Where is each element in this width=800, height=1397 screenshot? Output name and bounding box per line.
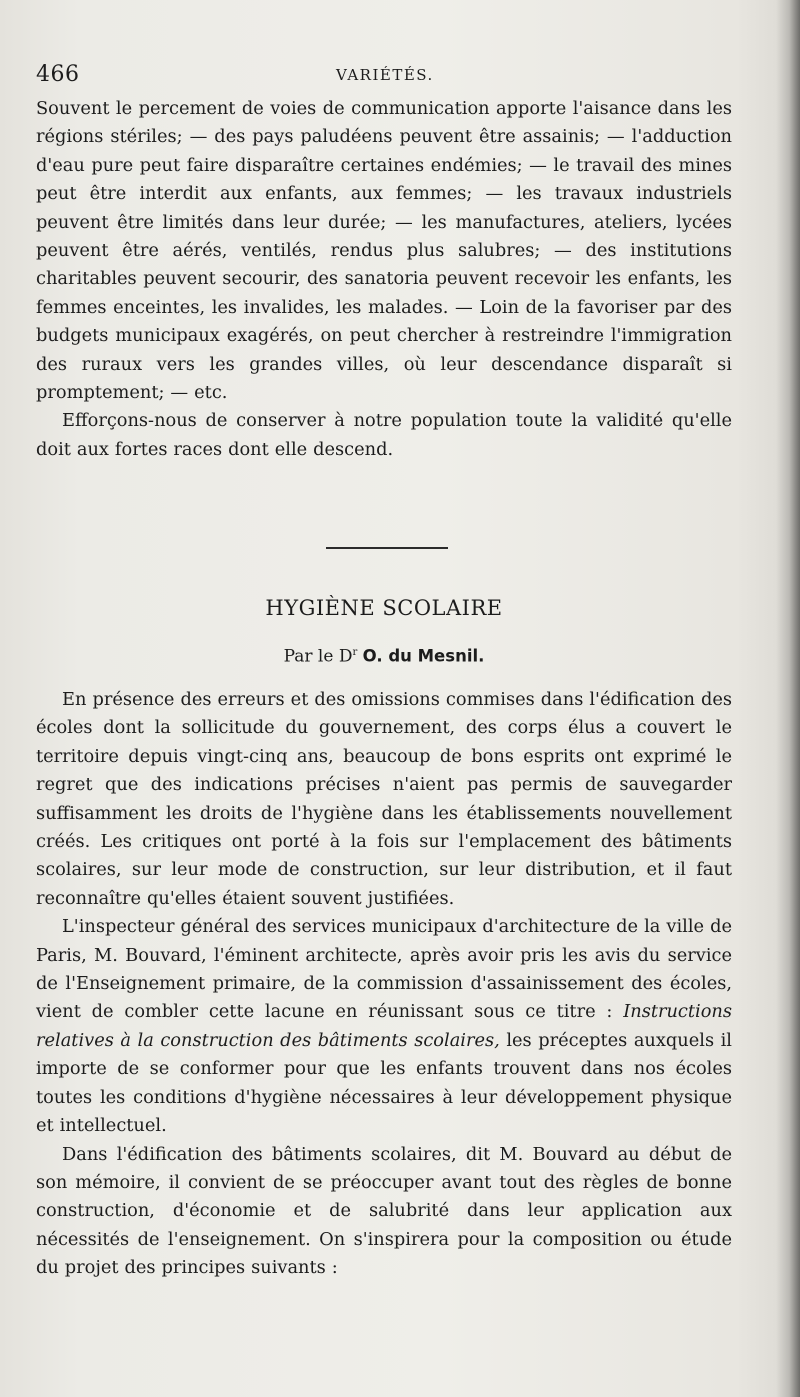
article-paragraph-1: En présence des erreurs et des omissions commises dans l'édification des écoles dont la sollicitude du gouvernement, des corps élus a couvert le territoire depuis vingt-cinq ans, beaucoup de bons esprits ont exprimé le regret que des indications précises n'aient pas permis de sauvegarder suffisamment les droits de l'hygiène dans les établissements nouvellement créés. Les critiques ont porté à la fois sur l'emplacement des bâtiments scolaires, sur leur mode de construction, sur leur distribution, et il faut reconnaître qu'elles étaient souvent justifiées. (36, 689, 732, 909)
article-title: HYGIÈNE SCOLAIRE (265, 596, 503, 620)
closing-paragraph: Efforçons-nous de conserver à notre population toute la validité qu'elle doit aux fortes races dont elle descend. (36, 410, 732, 460)
running-head: VARIÉTÉS. (336, 66, 434, 84)
article-paragraph-3: Dans l'édification des bâtiments scolaires, dit M. Bouvard au début de son mémoire, il convient de se préoccuper avant tout des règles de bonne construction, d'économie et de salubrité dans leur application aux nécessités de l'enseignement. On s'inspirera pour la composition ou étude du projet des principes suivants : (36, 1143, 732, 1279)
article-paragraph-2 (36, 913, 732, 1140)
byline-author: O. du Mesnil. (362, 646, 485, 666)
byline-title: D (338, 646, 353, 667)
byline-prefix: Par le (283, 646, 339, 667)
byline (36, 640, 732, 670)
article-body (36, 686, 732, 1283)
paragraph-2-lead: L'inspecteur général des services municipaux d'architecture de la ville de Paris, M. Bouvard, l'éminent architecte, après avoir pris les avis du service de l'Enseignement primaire, de la commission d'assainissement des écoles, vient de combler cette lacune en réunissant sous ce titre : (36, 916, 732, 1023)
book-spine-shadow (776, 0, 800, 1397)
paragraph-2-rest: les préceptes auxquels il importe de se conformer pour que les enfants trouvent dans nos écoles toutes les conditions d'hygiène nécessaires à leur développement physique et intellectuel. (36, 1029, 732, 1137)
section-divider (326, 547, 448, 549)
byline-title-superscript: r (352, 647, 358, 658)
page-header (36, 58, 736, 92)
publication-title: Instructions relatives à la construction des bâtiments scolaires, (36, 1001, 732, 1051)
continued-text-block (36, 95, 732, 464)
page-number: 466 (36, 62, 80, 87)
continued-paragraph: Souvent le percement de voies de communication apporte l'aisance dans les régions stériles; — des pays paludéens peuvent être assainis; — l'adduction d'eau pure peut faire disparaître certaines endémies; — le travail des mines peut être interdit aux enfants, aux femmes; — les travaux industriels peuvent être limités dans leur durée; — les manufactures, ateliers, lycées peuvent être aérés, ventilés, rendus plus salubres; — des institutions charitables peuvent secourir, des sanatoria peuvent recevoir les enfants, les femmes enceintes, les invalides, les malades. — Loin de la favoriser par des budgets municipaux exagérés, on peut chercher à restreindre l'immigration des ruraux vers les grandes villes, où leur descendance disparaît si promptement; — etc. (36, 98, 732, 404)
